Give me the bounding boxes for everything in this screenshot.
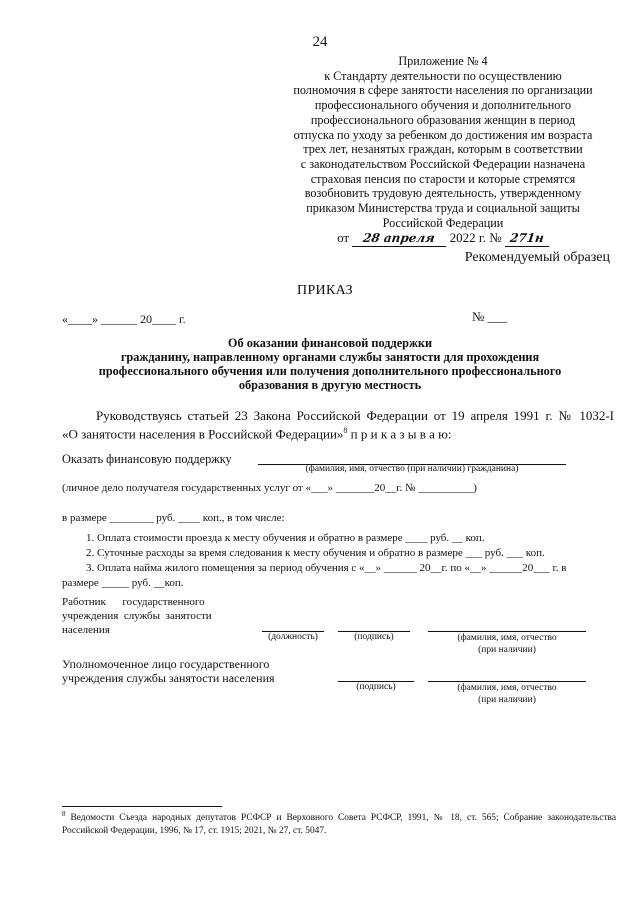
document-heading: [80, 336, 580, 392]
signature-caption: (подпись): [356, 682, 396, 692]
appendix-line: страховая пенсия по старости и которые стремятся: [310, 171, 576, 186]
item-3-continuation: размере _____ руб. __коп.: [62, 577, 184, 589]
handwritten-date: [352, 231, 446, 247]
employee-label-line: учреждения службы занятости: [62, 610, 212, 622]
handwritten-number-text: 271н: [509, 231, 545, 246]
appendix-line: Приложение № 4: [398, 54, 488, 68]
order-word: п р и к а з ы в а ю:: [350, 426, 452, 442]
amount-line: в размере ________ руб. ____ коп., в том числе:: [62, 512, 285, 524]
appendix-line: трех лет, незанятых граждан, которым в соответствии: [303, 142, 583, 157]
appendix-line: к Стандарту деятельности по осуществлению: [324, 68, 562, 83]
handwritten-number: [505, 231, 549, 247]
signature-caption: (подпись): [354, 632, 394, 642]
footnote-ref: 8: [343, 426, 348, 435]
intro-law-title: «О занятости населения в Российской Федерации»: [62, 426, 344, 442]
support-name-caption: (фамилия, имя, отчество (при наличии) гражданина): [305, 464, 519, 474]
heading-line: гражданину, направленному органами службы занятости для прохождения: [120, 350, 540, 364]
date-year: 2022 г. №: [449, 230, 502, 246]
appendix-line: с законодательством Российской Федерации назначена: [300, 156, 586, 171]
recommended-sample-label: Рекомендуемый образец: [464, 250, 610, 265]
item-1: 1. Оплата стоимости проезда к месту обучения и обратно в размере ____ руб. __ коп.: [86, 532, 485, 544]
appendix-line: отпуска по уходу за ребенком до достижения им возраста: [293, 127, 593, 142]
name-caption-line: (при наличии): [478, 695, 536, 705]
appendix-line: полномочия в сфере занятости населения по организации: [293, 83, 593, 98]
support-label: Оказать финансовую поддержку: [62, 452, 232, 466]
appendix-date-line: [278, 231, 608, 247]
order-date-field: «____» ______ 20____ г.: [62, 312, 186, 326]
appendix-line: профессионального образования женщин в период: [310, 112, 576, 127]
footnote-text: Ведомости Съезда народных депутатов РСФСР и Верховного Совета РСФСР, 1991, № 18, ст. 565; Собрание законодательства Российской Федерации, 1996, № 17, ст. 1915; 2021, № 27, ст. 5047.: [62, 813, 617, 837]
employee-label-line: Работник государственного: [62, 596, 205, 608]
authorized-label: [62, 657, 275, 685]
employee-label: [62, 595, 212, 637]
item-2: 2. Суточные расходы за время следования к месту обучения и обратно в размере ___ руб. ___ коп.: [86, 547, 545, 559]
appendix-line: приказом Министерства труда и социальной защиты: [306, 201, 580, 216]
date-prefix: от: [337, 230, 350, 246]
appendix-line: Российской Федерации: [382, 215, 504, 230]
intro-paragraph: [62, 408, 614, 441]
authorized-label-line: учреждения службы занятости населения: [62, 671, 275, 685]
employee-label-line: населения: [62, 624, 110, 636]
page-number: 24: [312, 34, 328, 50]
order-number-field: № ___: [472, 309, 508, 324]
appendix-line: профессионального обучения и дополнительного: [314, 98, 572, 113]
name-caption-line: (при наличии): [478, 645, 536, 655]
intro-line-2: [62, 423, 614, 441]
footnote: [62, 808, 616, 838]
name-caption: [428, 682, 586, 706]
heading-line: образования в другую местность: [238, 378, 422, 392]
name-caption-line: (фамилия, имя, отчество: [457, 683, 557, 693]
heading-line: профессионального обучения или получения дополнительного профессионального: [98, 364, 562, 378]
appendix-block: [278, 54, 608, 247]
footnote-rule: [62, 806, 222, 807]
appendix-line: возобновить трудовую деятельность, утвержденному: [304, 186, 582, 201]
name-caption-line: (фамилия, имя, отчество: [457, 633, 557, 643]
personal-file-line: (личное дело получателя государственных услуг от «___» _______20__г. № __________): [62, 482, 477, 494]
name-caption: [428, 632, 586, 656]
authorized-label-line: Уполномоченное лицо государственного: [62, 657, 270, 671]
intro-line-1: Руководствуясь статьей 23 Закона Российской Федерации от 19 апреля 1991 г. № 1032-I: [96, 408, 614, 423]
order-title: ПРИКАЗ: [297, 283, 353, 298]
position-caption: (должность): [268, 632, 318, 642]
footnote-mark: 8: [62, 810, 66, 818]
heading-line: Об оказании финансовой поддержки: [227, 336, 433, 350]
item-3: 3. Оплата найма жилого помещения за период обучения с «__» ______ 20__г. по «__» ______20___ г. в: [86, 562, 567, 574]
handwritten-date-text: 28 апреля: [362, 231, 437, 246]
